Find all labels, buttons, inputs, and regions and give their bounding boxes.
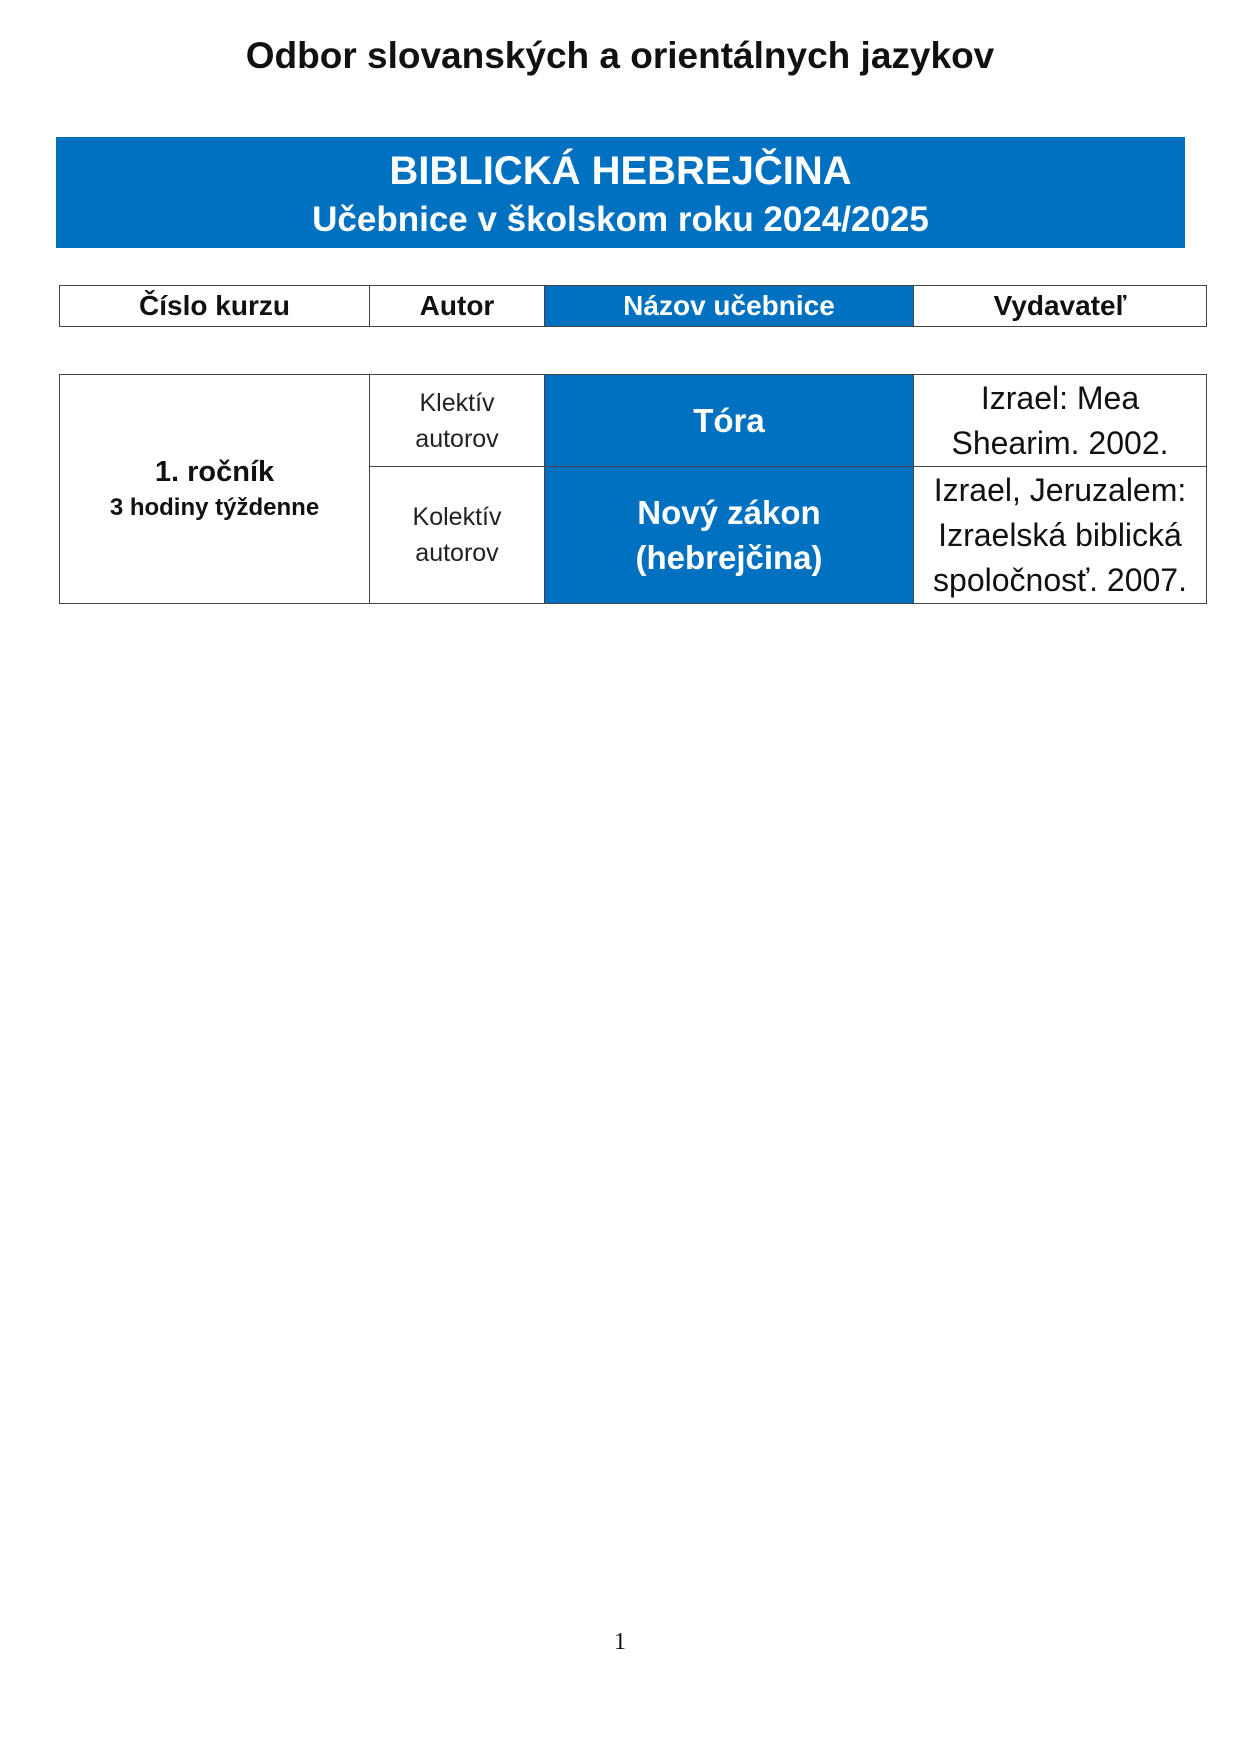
table-row bbox=[60, 375, 1207, 467]
publisher-line: Izrael, Jeruzalem: bbox=[933, 471, 1187, 508]
publisher-line: spoločnosť. 2007. bbox=[933, 561, 1187, 598]
column-header-table bbox=[59, 285, 1207, 327]
author-line: autorov bbox=[415, 424, 499, 453]
header-row bbox=[60, 286, 1207, 327]
banner-subtitle: Učebnice v školskom roku 2024/2025 bbox=[312, 200, 929, 239]
textbook-title-line: Tóra bbox=[693, 402, 765, 439]
textbook-title-cell bbox=[545, 467, 914, 604]
course-cell bbox=[60, 375, 370, 604]
header-author: Autor bbox=[370, 286, 545, 327]
author-line: Kolektív bbox=[412, 503, 502, 531]
header-course-number: Číslo kurzu bbox=[60, 286, 370, 327]
course-year: 1. ročník bbox=[154, 456, 275, 488]
publisher-line: Izrael: Mea bbox=[980, 379, 1140, 416]
author-line: autorov bbox=[415, 539, 499, 567]
page-number: 1 bbox=[614, 1629, 626, 1655]
publisher-cell bbox=[914, 375, 1207, 467]
author-cell bbox=[370, 375, 545, 467]
publisher-cell bbox=[914, 467, 1207, 604]
textbook-title-line: (hebrejčina) bbox=[635, 539, 823, 576]
department-title: Odbor slovanských a orientálnych jazykov bbox=[245, 35, 995, 76]
banner-title: BIBLICKÁ HEBREJČINA bbox=[389, 149, 852, 193]
author-cell bbox=[370, 467, 545, 604]
title-banner bbox=[56, 137, 1185, 248]
textbook-title-line: Nový zákon bbox=[637, 494, 821, 531]
author-line: Klektív bbox=[419, 388, 495, 417]
course-hours: 3 hodiny týždenne bbox=[109, 494, 320, 521]
header-publisher: Vydavateľ bbox=[914, 286, 1207, 327]
header-textbook-title: Názov učebnice bbox=[545, 286, 914, 327]
textbook-table bbox=[59, 374, 1207, 604]
publisher-line: Izraelská biblická bbox=[938, 516, 1182, 553]
textbook-title-cell bbox=[545, 375, 914, 467]
publisher-line: Shearim. 2002. bbox=[951, 424, 1169, 461]
